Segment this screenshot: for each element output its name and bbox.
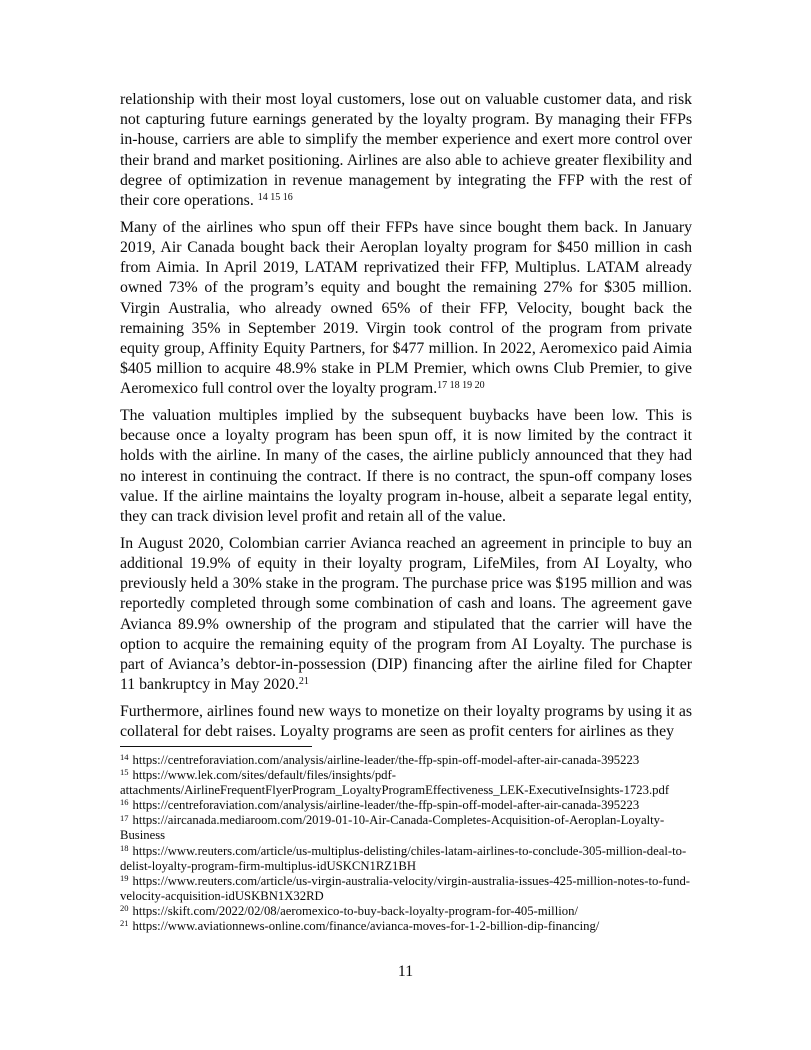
body-paragraph xyxy=(120,702,692,742)
footnote-url: https://centreforaviation.com/analysis/airline-leader/the-ffp-spin-off-model-after-air-canada-395223 xyxy=(132,753,640,767)
footnote-reference: 21 xyxy=(298,676,309,688)
paragraph-text: In August 2020, Colombian carrier Avianca reached an agreement in principle to buy an additional 19.9% of equity in their loyalty program, LifeMiles, from AI Loyalty, who previously held a 30% stake in the program. The purchase price was $195 million and was reportedly completed through some combination of cash and loans. The agreement gave Avianca 89.9% ownership of the program and stipulated that the carrier will have the option to acquire the remaining equity of the program from AI Loyalty. The purchase is part of Avianca’s debtor-in-possession (DIP) financing after the airline filed for Chapter 11 bankruptcy in May 2020. xyxy=(120,534,692,694)
footnote-marker: 16 xyxy=(120,797,129,808)
footnote-marker: 20 xyxy=(120,903,129,914)
footnote-url: https://www.lek.com/sites/default/files/insights/pdf-attachments/AirlineFrequentFlyerProgram_LoyaltyProgramEffectiveness_LEK-ExecutiveInsights-1723.pdf xyxy=(120,768,670,798)
footnote xyxy=(120,798,692,813)
footnote-url: https://www.reuters.com/article/us-multiplus-delisting/chiles-latam-airlines-to-conclude-305-million-deal-to-delist-loyalty-program-firm-multiplus-idUSKCN1RZ1BH xyxy=(120,843,687,873)
footnote-marker: 19 xyxy=(120,872,129,883)
footnote-separator xyxy=(120,746,312,747)
footnote xyxy=(120,813,692,843)
footnote xyxy=(120,753,692,768)
footnote xyxy=(120,844,692,874)
body-paragraph xyxy=(120,218,692,400)
page-number: 11 xyxy=(397,963,414,980)
paragraph-text: Many of the airlines who spun off their FFPs have since bought them back. In January 2019, Air Canada bought back their Aeroplan loyalty program for $450 million in cash from Aimia. In April 2019, LATAM reprivatized their FFP, Multiplus. LATAM already owned 73% of the program’s equity and bought the remaining 27% for $305 million. Virgin Australia, who already owned 65% of their FFP, Velocity, bought back the remaining 35% in September 2019. Virgin took control of the program from private equity group, Affinity Equity Partners, for $477 million. In 2022, Aeromexico paid Aimia $405 million to acquire 48.9% stake in PLM Premier, which owns Club Premier, to give Aeromexico full control over the loyalty program. xyxy=(120,218,692,398)
footnote-url: https://www.aviationnews-online.com/finance/avianca-moves-for-1-2-billion-dip-financing/ xyxy=(132,919,600,934)
footnote-url: https://www.reuters.com/article/us-virgin-australia-velocity/virgin-australia-issues-425-million-notes-to-fund-velocity-acquisition-idUSKBN1X32RD xyxy=(120,873,691,903)
body-paragraph xyxy=(120,406,692,527)
paragraph-text: relationship with their most loyal customers, lose out on valuable customer data, and risk not capturing future earnings generated by the loyalty program. By managing their FFPs in-house, carriers are able to simplify the member experience and exert more control over their brand and market positioning. Airlines are also able to achieve greater flexibility and degree of optimization in revenue management by integrating the FFP with the rest of their core operations. xyxy=(120,91,692,210)
body-paragraph xyxy=(120,90,692,211)
body-paragraph xyxy=(120,534,692,696)
footnote xyxy=(120,919,692,934)
footnote-url: https://skift.com/2022/02/08/aeromexico-to-buy-back-loyalty-program-for-405-million/ xyxy=(132,903,578,918)
footnotes-section xyxy=(120,746,692,934)
footnote xyxy=(120,874,692,904)
document-body xyxy=(120,90,692,749)
footnote-marker: 15 xyxy=(120,767,129,778)
footnote-reference: 14 15 16 xyxy=(257,192,293,204)
footnote-marker: 14 xyxy=(120,752,129,763)
paragraph-text: The valuation multiples implied by the subsequent buybacks have been low. This is because once a loyalty program has been spun off, it is now limited by the contract it holds with the airline. In many of the cases, the airline publicly announced that they had no interest in continuing the contract. If there is no contract, the spun-off company loses value. If the airline maintains the loyalty program in-house, albeit a separate legal entity, they can track division level profit and retain all of the value. xyxy=(120,407,692,526)
footnote xyxy=(120,904,692,919)
footnote-url: https://centreforaviation.com/analysis/airline-leader/the-ffp-spin-off-model-after-air-canada-395223 xyxy=(132,798,640,813)
footnote-marker: 17 xyxy=(120,812,129,823)
footnote-marker: 18 xyxy=(120,842,129,853)
footnote-url: https://aircanada.mediaroom.com/2019-01-10-Air-Canada-Completes-Acquisition-of-Aeroplan-Loyalty-Business xyxy=(120,813,665,843)
footnote xyxy=(120,768,692,798)
paragraph-text: Furthermore, airlines found new ways to monetize on their loyalty programs by using it as collateral for debt raises. Loyalty programs are seen as profit centers for airlines as they xyxy=(120,702,692,741)
footnote-marker: 21 xyxy=(120,918,129,929)
footnote-reference: 17 18 19 20 xyxy=(437,380,485,392)
